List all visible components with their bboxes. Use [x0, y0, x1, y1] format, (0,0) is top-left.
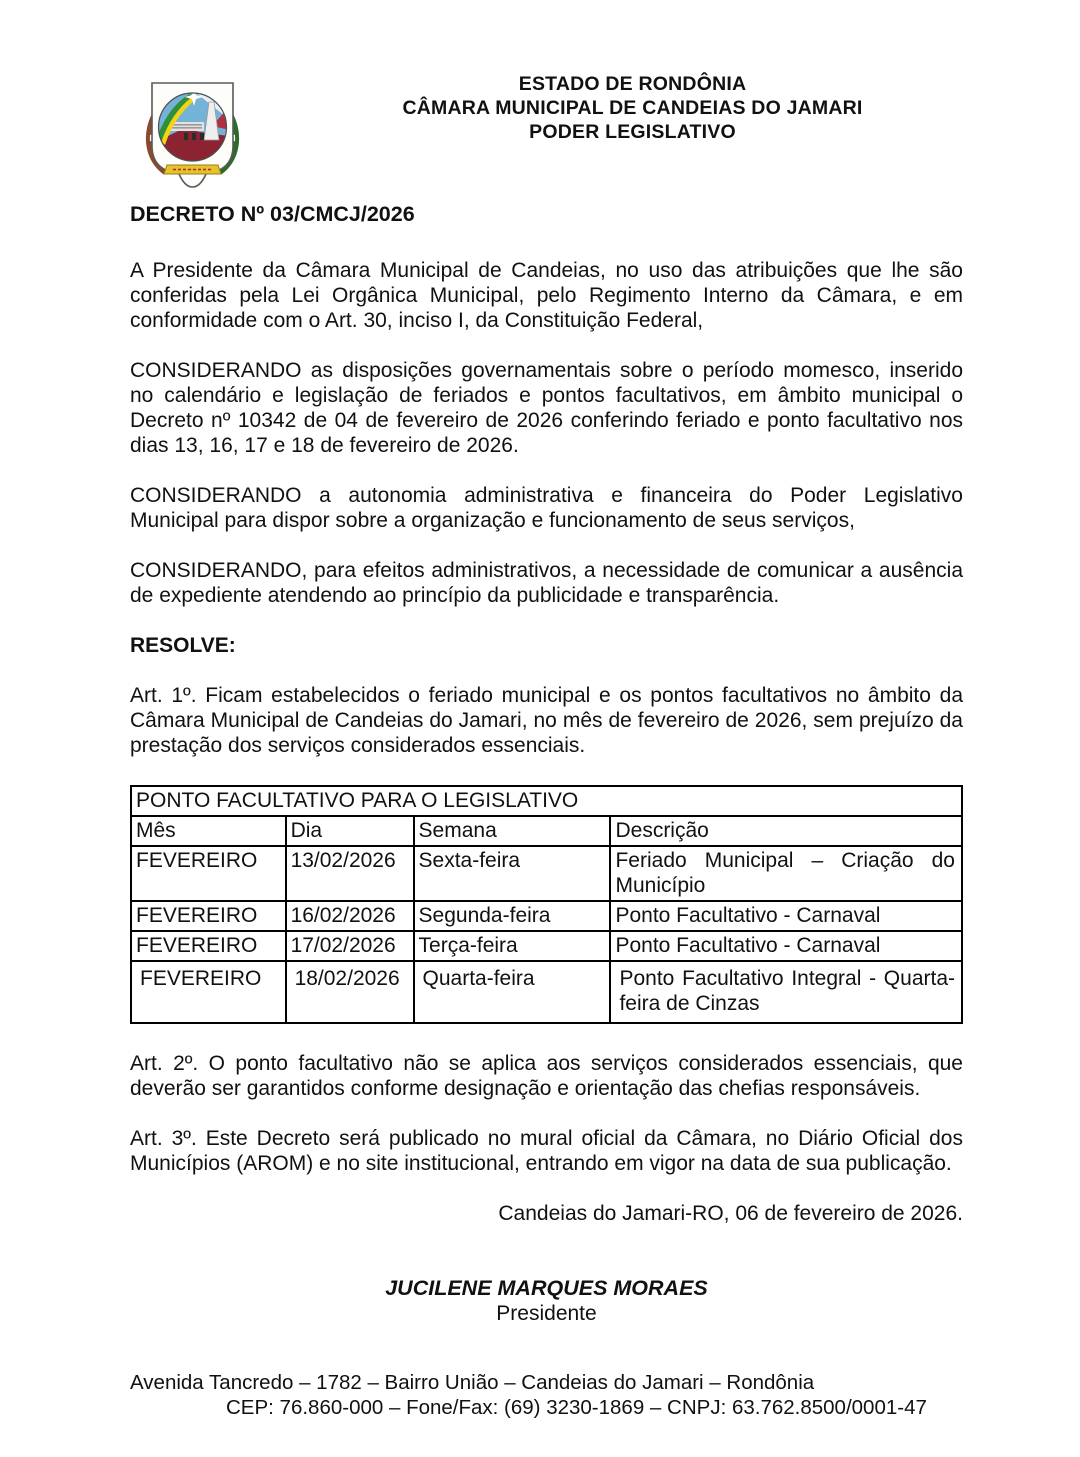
col-header-dia: Dia [286, 816, 414, 846]
cell-descricao: Ponto Facultativo - Carnaval [610, 931, 962, 961]
cell-descricao: Ponto Facultativo Integral - Quarta-feira de Cinzas [610, 961, 962, 1023]
cell-dia: 13/02/2026 [286, 846, 414, 901]
table-row [131, 931, 962, 961]
col-header-descricao: Descrição [610, 816, 962, 846]
org-title-block [245, 0, 1020, 144]
article-2-paragraph: Art. 2º. O ponto facultativo não se aplica aos serviços considerados essenciais, que deverão ser garantidos conforme designação e orientação das chefias responsáveis. [130, 1052, 963, 1100]
cell-mes: FEVEREIRO [131, 846, 286, 901]
org-line-state: ESTADO DE RONDÔNIA [518, 73, 747, 95]
table-caption: PONTO FACULTATIVO PARA O LEGISLATIVO [131, 786, 962, 816]
cell-dia: 16/02/2026 [286, 901, 414, 931]
col-header-mes: Mês [131, 816, 286, 846]
cell-semana: Segunda-feira [414, 901, 611, 931]
cell-dia: 18/02/2026 [286, 961, 414, 1023]
considerando-2-paragraph: CONSIDERANDO a autonomia administrativa e financeira do Poder Legislativo Municipal para dispor sobre a organização e funcionamento de seus serviços, [130, 484, 963, 532]
cell-mes: FEVEREIRO [131, 961, 286, 1023]
place-date-line: Candeias do Jamari-RO, 06 de fevereiro de 2026. [498, 1202, 963, 1225]
preamble-paragraph: A Presidente da Câmara Municipal de Candeias, no uso das atribuições que lhe são conferidas pela Lei Orgânica Municipal, pelo Regimento Interno da Câmara, e em conformidade com o Art. 30, inciso I, da Constituição Federal, [130, 259, 963, 332]
article-3-paragraph: Art. 3º. Este Decreto será publicado no mural oficial da Câmara, no Diário Oficial dos Municípios (AROM) e no site institucional, entrando em vigor na data de sua publicação. [130, 1127, 963, 1175]
signature-role: Presidente [496, 1302, 597, 1325]
table-header-row [131, 816, 962, 846]
article-1-paragraph: Art. 1º. Ficam estabelecidos o feriado municipal e os pontos facultativos no âmbito da Câmara Municipal de Candeias do Jamari, no mês de fevereiro de 2026, sem prejuízo da prestação dos serviços considerados essenciais. [130, 684, 963, 757]
document-footer [130, 1370, 963, 1420]
footer-contact-line: CEP: 76.860-000 – Fone/Fax: (69) 3230-1869 – CNPJ: 63.762.8500/0001-47 [226, 1396, 927, 1419]
cell-mes: FEVEREIRO [131, 931, 286, 961]
considerando-1-paragraph: CONSIDERANDO as disposições governamentais sobre o período momesco, inserido no calendário e legislação de feriados e pontos facultativos, em âmbito municipal o Decreto nº 10342 de 04 de fevereiro de 2026 conferindo feriado e ponto facultativo nos dias 13, 16, 17 e 18 de fevereiro de 2026. [130, 359, 963, 457]
table-row [131, 901, 962, 931]
considerando-3-paragraph: CONSIDERANDO, para efeitos administrativos, a necessidade de comunicar a ausência de expediente atendendo ao princípio da publicidade e transparência. [130, 559, 963, 607]
table-row [131, 961, 962, 1023]
table-row [131, 846, 962, 901]
col-header-semana: Semana [414, 816, 611, 846]
footer-address-line: Avenida Tancredo – 1782 – Bairro União – Candeias do Jamari – Rondônia [130, 1371, 815, 1394]
table-caption-row [131, 786, 962, 816]
cell-semana: Sexta-feira [414, 846, 611, 901]
holiday-table [130, 785, 963, 1024]
cell-descricao: Ponto Facultativo - Carnaval [610, 901, 962, 931]
decree-title: DECRETO Nº 03/CMCJ/2026 [130, 202, 415, 226]
cell-semana: Terça-feira [414, 931, 611, 961]
resolve-label: RESOLVE: [130, 634, 236, 657]
cell-descricao: Feriado Municipal – Criação do Município [610, 846, 962, 901]
cell-dia: 17/02/2026 [286, 931, 414, 961]
signature-name: JUCILENE MARQUES MORAES [385, 1276, 708, 1300]
coat-of-arms-icon [140, 78, 245, 190]
cell-mes: FEVEREIRO [131, 901, 286, 931]
org-line-chamber: CÂMARA MUNICIPAL DE CANDEIAS DO JAMARI [402, 97, 863, 119]
org-line-branch: PODER LEGISLATIVO [529, 121, 736, 143]
cell-semana: Quarta-feira [414, 961, 611, 1023]
